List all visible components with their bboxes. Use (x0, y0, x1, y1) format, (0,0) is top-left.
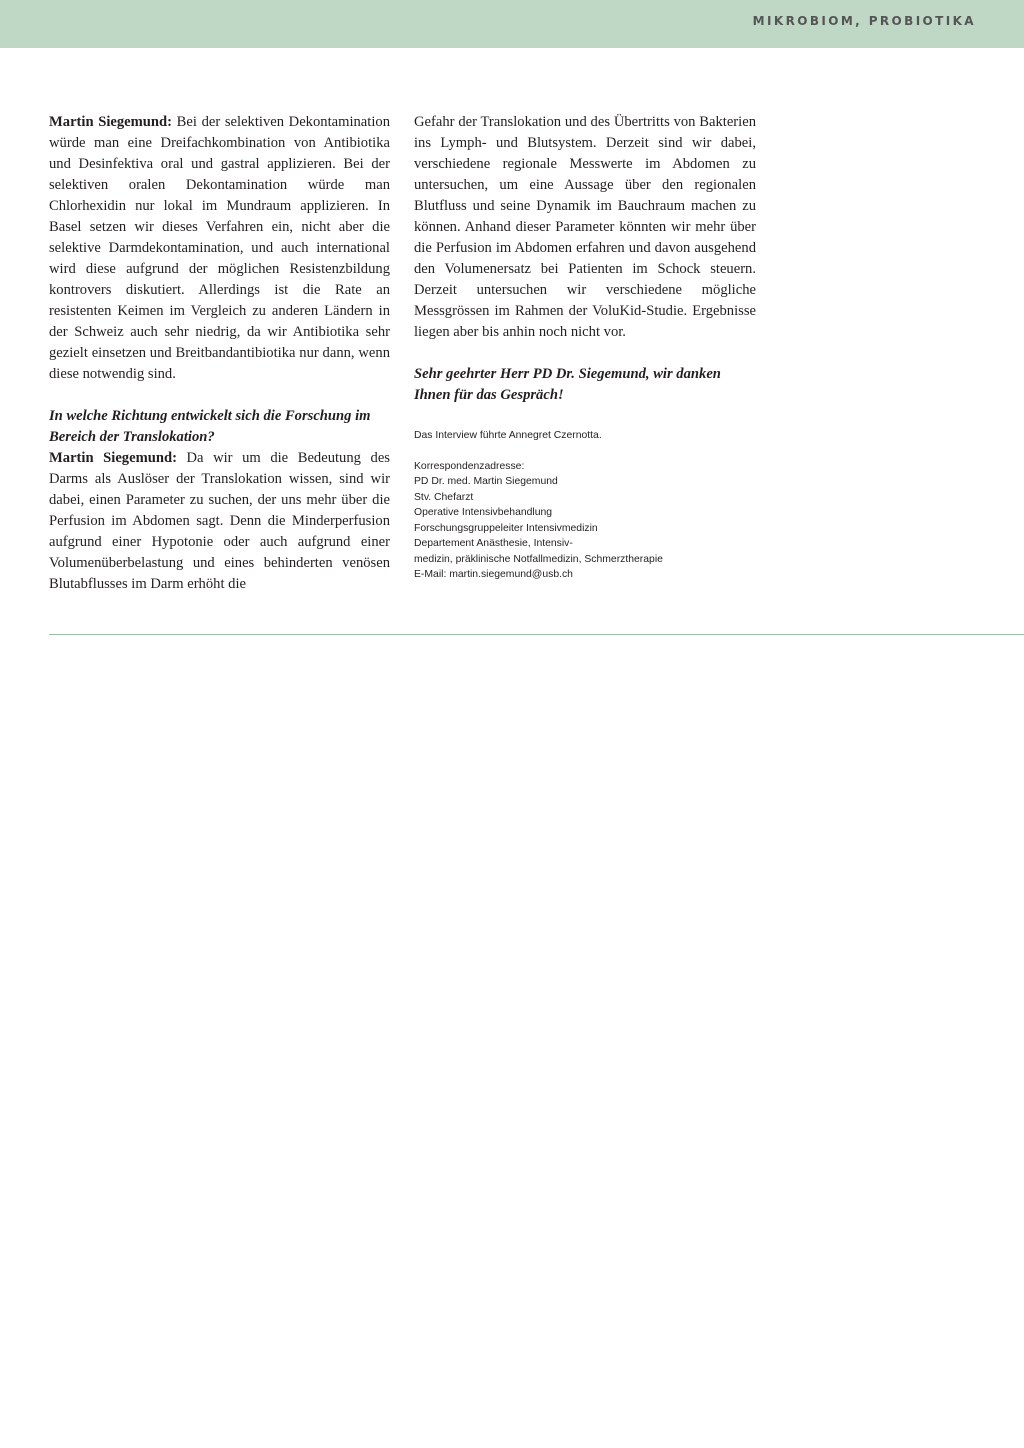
speaker-name: Martin Siegemund: (49, 450, 177, 466)
contact-heading: Korrespondenzadresse: (414, 460, 525, 472)
contact-email: E-Mail: martin.siegemund@usb.ch (414, 569, 573, 580)
section-label: MIKROBIOM, PROBIOTIKA (752, 14, 976, 28)
answer-text: Da wir um die Bedeutung des Darms als Auslöser der Translokation wissen, sind wir dabei, einen Parameter zu suchen, der uns mehr über die Perfusion im Abdomen sagt. Denn die Minderperfusion aufgrund einer Hypotonie oder auch aufgrund einer Volumenüberbelastung und eines behinderten venösen Blutabflusses im Darm erhöht die (49, 450, 390, 592)
section-divider (49, 634, 1024, 635)
speaker-name: Martin Siegemund: (49, 114, 173, 130)
answer-paragraph-1 (49, 112, 390, 385)
contact-line: Operative Intensivbehandlung (414, 507, 553, 518)
contact-line: Stv. Chefarzt (414, 491, 474, 503)
right-column (414, 112, 756, 583)
answer-text: Bei der selektiven Dekontamination würde man eine Dreifachkombination von Antibiotika und Desinfektiva oral und gastral applizieren. Bei der selektiven oralen Dekontamination würde man Chlorhexidin nur lokal im Mundraum applizieren. In Basel setzen wir dieses Verfahren ein, nicht aber die selektive Darmdekontamination, und auch international wird diese aufgrund der möglichen Resistenzbildung kontrovers diskutiert. Allerdings ist die Rate an resistenten Keimen im Vergleich zu anderen Ländern in der Schweiz auch sehr niedrig, da wir Antibiotika sehr gezielt einsetzen und Breitbandantibiotika nur dann, wenn diese notwendig sind. (49, 114, 390, 382)
contact-line: PD Dr. med. Martin Siegemund (414, 476, 558, 487)
header-bar (0, 0, 1024, 48)
contact-line: Departement Anästhesie, Intensiv- (414, 538, 573, 549)
answer-paragraph-continued: Gefahr der Translokation und des Übertritts von Bakterien ins Lymph- und Blutsystem. Derzeit sind wir dabei, verschiedene regionale Messwerte im Abdomen zu untersuchen, um eine Aussage über den regionalen Blutfluss und seine Dynamik im Bauchraum machen zu können. Anhand dieser Parameter könnten wir mehr über die Perfusion im Abdomen erfahren und davon ausgehend den Volumenersatz bei Patienten im Schock steuern. Derzeit untersuchen wir verschiedene mögliche Messgrössen im Rahmen der VoluKid-Studie. Ergebnisse liegen aber bis anhin noch nicht vor. (414, 114, 756, 340)
left-column (49, 112, 390, 595)
closing-remark: Sehr geehrter Herr PD Dr. Siegemund, wir danken Ihnen für das Gespräch! (414, 366, 721, 403)
contact-line: medizin, präklinische Notfallmedizin, Schmerztherapie (414, 553, 663, 565)
interview-question: In welche Richtung entwickelt sich die Forschung im Bereich der Translokation? (49, 408, 371, 445)
contact-line: Forschungsgruppeleiter Intensivmedizin (414, 522, 598, 534)
answer-paragraph-2 (49, 448, 390, 595)
interview-credit: Das Interview führte Annegret Czernotta. (414, 430, 602, 441)
correspondence-address (414, 459, 756, 583)
